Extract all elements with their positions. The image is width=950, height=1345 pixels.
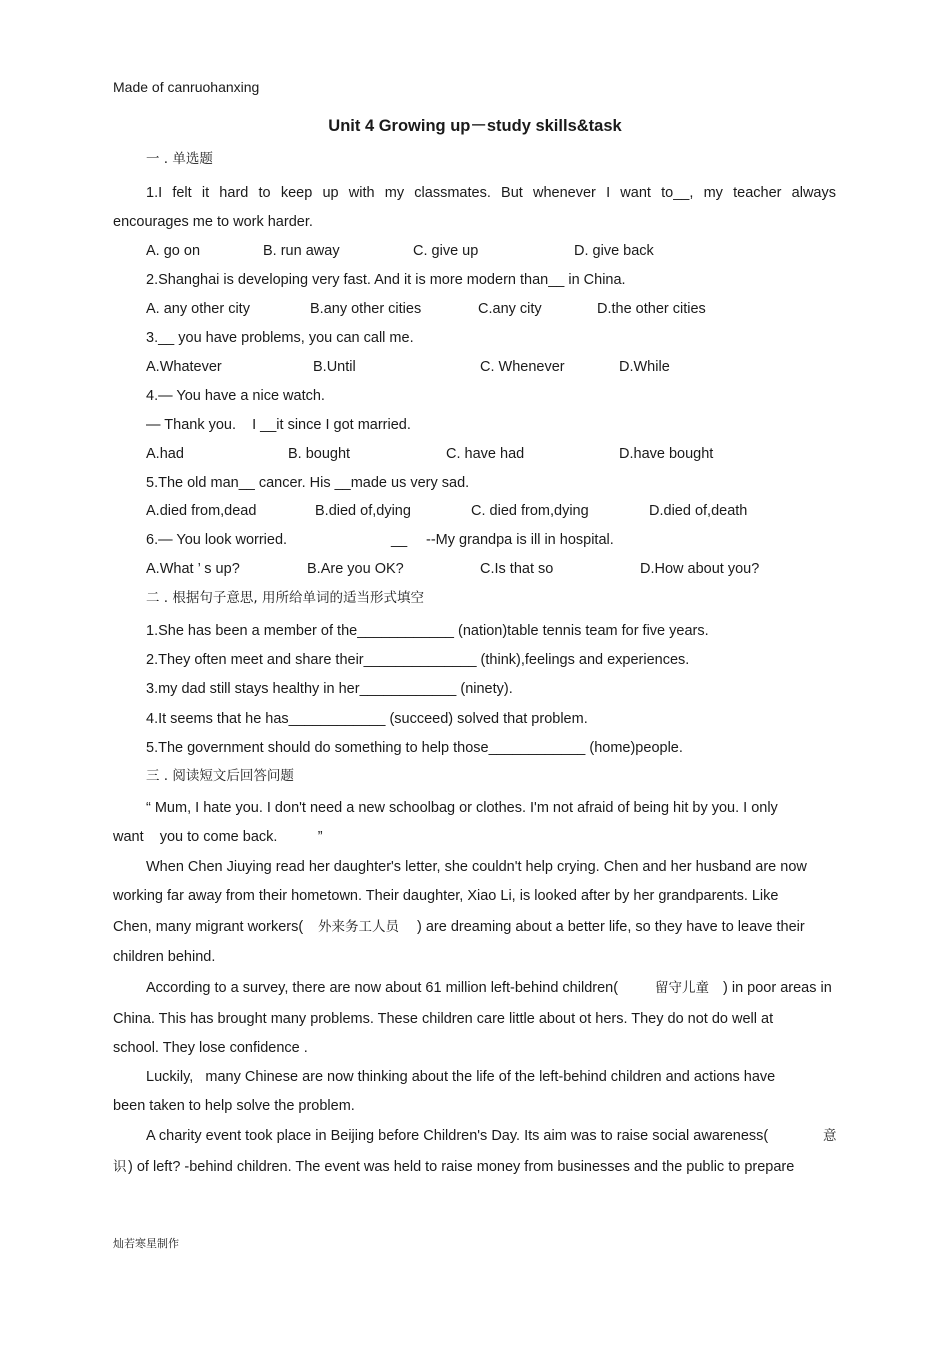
q4-stem-line2: — Thank you. I __it since I got married. bbox=[146, 417, 411, 433]
q6-blank: __ bbox=[391, 532, 408, 548]
q2-option-c: C.any city bbox=[478, 301, 542, 317]
q6-option-b: B.Are you OK? bbox=[307, 561, 404, 577]
q6-stem-part1: 6.— You look worried. bbox=[146, 532, 288, 548]
q1-option-c: C. give up bbox=[413, 243, 479, 259]
page-title: Unit 4 Growing up－study skills&task bbox=[328, 117, 622, 135]
q5-option-c: C. died from,dying bbox=[471, 503, 589, 519]
q4-option-d: D.have bought bbox=[619, 446, 714, 462]
q3-option-a: A.Whatever bbox=[146, 359, 222, 375]
passage-p2-line3-b: ) are dreaming about a better life, so they have to leave their bbox=[417, 919, 805, 935]
passage-p3-line2: China. This has brought many problems. These children care little about ot hers. They do not do well at bbox=[113, 1011, 774, 1027]
passage-p1-line2: want you to come back. ” bbox=[113, 829, 323, 845]
q5-option-b: B.died of,dying bbox=[315, 503, 411, 519]
q3-option-d: D.While bbox=[619, 359, 670, 375]
q6-option-c: C.Is that so bbox=[480, 561, 554, 577]
fill-item-3: 3.my dad still stays healthy in her____________ (ninety). bbox=[146, 681, 513, 697]
q6-option-d: D.How about you? bbox=[640, 561, 760, 577]
passage-p3-line3: school. They lose confidence . bbox=[113, 1040, 308, 1056]
passage-p1-line1: “ Mum, I hate you. I don't need a new schoolbag or clothes. I'm not afraid of being hit by you. I only bbox=[146, 800, 778, 816]
passage-p2-line4: children behind. bbox=[113, 949, 216, 965]
passage-p5-gloss-b: 识 bbox=[113, 1159, 127, 1175]
passage-p3-line1-b: ) in poor areas in bbox=[723, 980, 832, 996]
q4-stem-line1: 4.— You have a nice watch. bbox=[146, 388, 325, 404]
q1-stem-line2: encourages me to work harder. bbox=[113, 214, 313, 230]
passage-p5-line1-a: A charity event took place in Beijing before Children's Day. Its aim was to raise social awareness( bbox=[146, 1128, 769, 1144]
q4-option-c: C. have had bbox=[446, 446, 525, 462]
q1-option-a: A. go on bbox=[146, 243, 201, 259]
page-header: Made of canruohanxing bbox=[113, 79, 260, 95]
q3-option-b: B.Until bbox=[313, 359, 356, 375]
section1-heading: 一 . 单选题 bbox=[146, 151, 213, 167]
passage-p2-gloss: 外来务工人员 bbox=[318, 919, 399, 935]
passage-p2-line3-a: Chen, many migrant workers( bbox=[113, 919, 304, 935]
q3-option-c: C. Whenever bbox=[480, 359, 565, 375]
q3-stem: 3.__ you have problems, you can call me. bbox=[146, 330, 414, 346]
q4-option-a: A.had bbox=[146, 446, 184, 462]
section2-heading: 二 . 根据句子意思, 用所给单词的适当形式填空 bbox=[146, 590, 424, 606]
q2-option-b: B.any other cities bbox=[310, 301, 422, 317]
passage-p5-gloss-a: 意 bbox=[823, 1128, 837, 1144]
q1-option-d: D. give back bbox=[574, 243, 654, 259]
page-footer: 灿若寒星制作 bbox=[113, 1237, 179, 1250]
fill-item-2: 2.They often meet and share their______________ (think),feelings and experiences. bbox=[146, 652, 690, 668]
q1-stem-line1: 1.I felt it hard to keep up with my classmates. But whenever I want to__, my teacher always bbox=[146, 185, 836, 201]
fill-item-4: 4.It seems that he has____________ (succeed) solved that problem. bbox=[146, 711, 588, 727]
q5-option-a: A.died from,dead bbox=[146, 503, 257, 519]
q5-option-d: D.died of,death bbox=[649, 503, 748, 519]
section3-heading: 三 . 阅读短文后回答问题 bbox=[146, 768, 294, 784]
q2-option-d: D.the other cities bbox=[597, 301, 706, 317]
q1-option-b: B. run away bbox=[263, 243, 340, 259]
q6-option-a: A.What ’ s up? bbox=[146, 561, 240, 577]
passage-p2-line1: When Chen Jiuying read her daughter's letter, she couldn't help crying. Chen and her husband are now bbox=[146, 859, 807, 875]
q5-stem: 5.The old man__ cancer. His __made us very sad. bbox=[146, 475, 470, 491]
passage-p4-line2: been taken to help solve the problem. bbox=[113, 1098, 355, 1114]
q4-option-b: B. bought bbox=[288, 446, 351, 462]
q2-stem: 2.Shanghai is developing very fast. And it is more modern than__ in China. bbox=[146, 272, 626, 288]
q2-option-a: A. any other city bbox=[146, 301, 250, 317]
passage-p3-line1-a: According to a survey, there are now about 61 million left-behind children( bbox=[146, 980, 619, 996]
fill-item-5: 5.The government should do something to help those____________ (home)people. bbox=[146, 740, 683, 756]
passage-p3-gloss: 留守儿童 bbox=[655, 980, 709, 996]
q6-stem-part2: --My grandpa is ill in hospital. bbox=[426, 532, 614, 548]
passage-p5-line2-a: ) of left? -behind children. The event was held to raise money from businesses and the public to prepare bbox=[128, 1159, 795, 1175]
fill-item-1: 1.She has been a member of the____________ (nation)table tennis team for five years. bbox=[146, 623, 709, 639]
passage-p4-line1: Luckily, many Chinese are now thinking about the life of the left-behind children and actions have bbox=[146, 1069, 776, 1085]
passage-p2-line2: working far away from their hometown. Their daughter, Xiao Li, is looked after by her grandparents. Like bbox=[113, 888, 779, 904]
